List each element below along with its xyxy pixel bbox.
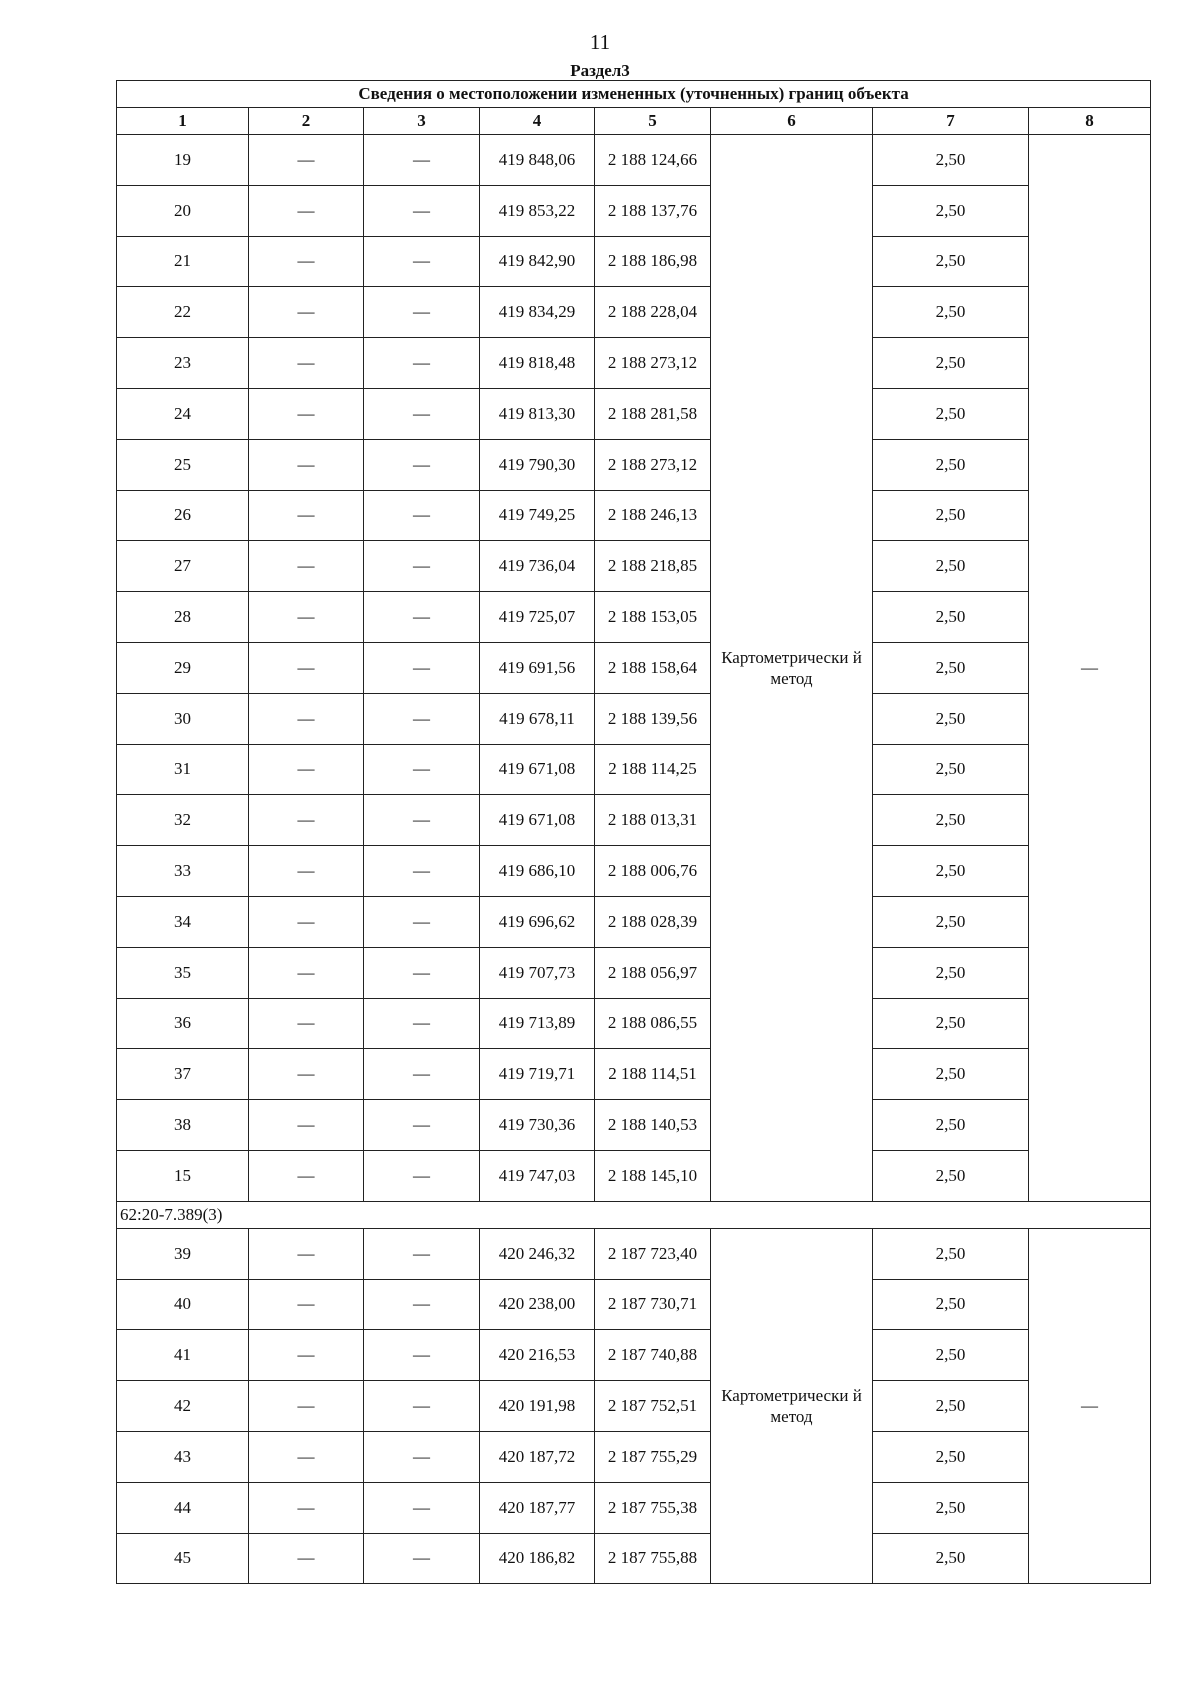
coord-x: 419 725,07 [480, 592, 595, 643]
col8-cell: — [1029, 135, 1151, 1202]
accuracy-value: 2,50 [873, 744, 1029, 795]
accuracy-value: 2,50 [873, 541, 1029, 592]
point-number: 44 [117, 1482, 249, 1533]
coord-y: 2 188 273,12 [595, 338, 711, 389]
dash-cell: — [364, 998, 480, 1049]
dash-cell: — [364, 490, 480, 541]
accuracy-value: 2,50 [873, 642, 1029, 693]
point-number: 38 [117, 1100, 249, 1151]
accuracy-value: 2,50 [873, 287, 1029, 338]
coord-y: 2 188 013,31 [595, 795, 711, 846]
dash-cell: — [249, 592, 364, 643]
point-number: 36 [117, 998, 249, 1049]
dash-cell: — [249, 896, 364, 947]
table-row [117, 1482, 1151, 1533]
coord-y: 2 188 218,85 [595, 541, 711, 592]
coord-x: 420 186,82 [480, 1533, 595, 1584]
point-number: 39 [117, 1228, 249, 1279]
coord-y: 2 188 124,66 [595, 135, 711, 186]
table-row [117, 1228, 1151, 1279]
coord-x: 419 736,04 [480, 541, 595, 592]
dash-cell: — [249, 135, 364, 186]
accuracy-value: 2,50 [873, 1431, 1029, 1482]
column-header: 4 [480, 108, 595, 135]
coord-x: 419 853,22 [480, 185, 595, 236]
point-number: 26 [117, 490, 249, 541]
coordinates-table [116, 80, 1151, 1584]
parcel-label: 62:20-7.389(3) [117, 1201, 1151, 1228]
coord-y: 2 188 137,76 [595, 185, 711, 236]
point-number: 15 [117, 1150, 249, 1201]
point-number: 22 [117, 287, 249, 338]
table-row [117, 388, 1151, 439]
point-number: 34 [117, 896, 249, 947]
coord-y: 2 187 730,71 [595, 1279, 711, 1330]
dash-cell: — [364, 592, 480, 643]
table-row [117, 1150, 1151, 1201]
point-number: 27 [117, 541, 249, 592]
accuracy-value: 2,50 [873, 490, 1029, 541]
accuracy-value: 2,50 [873, 1482, 1029, 1533]
coord-y: 2 188 153,05 [595, 592, 711, 643]
column-header: 3 [364, 108, 480, 135]
dash-cell: — [249, 795, 364, 846]
accuracy-value: 2,50 [873, 795, 1029, 846]
accuracy-value: 2,50 [873, 1533, 1029, 1584]
coord-y: 2 187 755,38 [595, 1482, 711, 1533]
coord-x: 419 696,62 [480, 896, 595, 947]
coord-x: 420 216,53 [480, 1330, 595, 1381]
dash-cell: — [249, 947, 364, 998]
dash-cell: — [249, 744, 364, 795]
point-number: 31 [117, 744, 249, 795]
dash-cell: — [364, 947, 480, 998]
table-row [117, 795, 1151, 846]
table-row [117, 744, 1151, 795]
dash-cell: — [249, 1279, 364, 1330]
dash-cell: — [249, 236, 364, 287]
table-row [117, 1381, 1151, 1432]
point-number: 42 [117, 1381, 249, 1432]
column-header: 6 [711, 108, 873, 135]
table-row [117, 185, 1151, 236]
coord-x: 419 686,10 [480, 846, 595, 897]
dash-cell: — [249, 693, 364, 744]
dash-cell: — [364, 1049, 480, 1100]
dash-cell: — [249, 439, 364, 490]
coord-x: 419 813,30 [480, 388, 595, 439]
col8-cell: — [1029, 1228, 1151, 1584]
dash-cell: — [364, 236, 480, 287]
dash-cell: — [249, 388, 364, 439]
coord-y: 2 187 740,88 [595, 1330, 711, 1381]
dash-cell: — [364, 1228, 480, 1279]
page-number: 11 [589, 30, 611, 54]
point-number: 19 [117, 135, 249, 186]
dash-cell: — [364, 1279, 480, 1330]
coord-y: 2 187 755,29 [595, 1431, 711, 1482]
coord-y: 2 188 281,58 [595, 388, 711, 439]
coord-y: 2 187 755,88 [595, 1533, 711, 1584]
table-row [117, 1330, 1151, 1381]
point-number: 23 [117, 338, 249, 389]
coord-x: 419 671,08 [480, 795, 595, 846]
coord-y: 2 188 273,12 [595, 439, 711, 490]
table-row [117, 439, 1151, 490]
dash-cell: — [364, 541, 480, 592]
point-number: 41 [117, 1330, 249, 1381]
coord-x: 419 747,03 [480, 1150, 595, 1201]
point-number: 33 [117, 846, 249, 897]
coord-x: 419 730,36 [480, 1100, 595, 1151]
dash-cell: — [249, 846, 364, 897]
coord-x: 419 818,48 [480, 338, 595, 389]
accuracy-value: 2,50 [873, 1228, 1029, 1279]
dash-cell: — [364, 896, 480, 947]
coord-x: 419 707,73 [480, 947, 595, 998]
coord-x: 419 842,90 [480, 236, 595, 287]
dash-cell: — [364, 1482, 480, 1533]
dash-cell: — [249, 1482, 364, 1533]
coord-y: 2 188 145,10 [595, 1150, 711, 1201]
dash-cell: — [249, 1150, 364, 1201]
dash-cell: — [249, 287, 364, 338]
point-number: 25 [117, 439, 249, 490]
point-number: 35 [117, 947, 249, 998]
dash-cell: — [364, 388, 480, 439]
table-caption: Сведения о местоположении измененных (уточненных) границ объекта [117, 81, 1151, 108]
dash-cell: — [249, 338, 364, 389]
dash-cell: — [364, 1431, 480, 1482]
coord-x: 419 834,29 [480, 287, 595, 338]
dash-cell: — [364, 439, 480, 490]
dash-cell: — [364, 1330, 480, 1381]
coord-y: 2 188 140,53 [595, 1100, 711, 1151]
point-number: 20 [117, 185, 249, 236]
accuracy-value: 2,50 [873, 896, 1029, 947]
accuracy-value: 2,50 [873, 998, 1029, 1049]
dash-cell: — [249, 1228, 364, 1279]
coord-x: 420 246,32 [480, 1228, 595, 1279]
dash-cell: — [364, 287, 480, 338]
table-row [117, 338, 1151, 389]
column-header: 5 [595, 108, 711, 135]
accuracy-value: 2,50 [873, 693, 1029, 744]
coord-x: 420 187,77 [480, 1482, 595, 1533]
point-number: 21 [117, 236, 249, 287]
dash-cell: — [364, 338, 480, 389]
table-row [117, 541, 1151, 592]
point-number: 28 [117, 592, 249, 643]
coord-y: 2 188 028,39 [595, 896, 711, 947]
coord-y: 2 187 723,40 [595, 1228, 711, 1279]
coord-x: 419 848,06 [480, 135, 595, 186]
dash-cell: — [364, 795, 480, 846]
accuracy-value: 2,50 [873, 338, 1029, 389]
column-header: 7 [873, 108, 1029, 135]
table-row [117, 1533, 1151, 1584]
accuracy-value: 2,50 [873, 592, 1029, 643]
coord-y: 2 188 114,25 [595, 744, 711, 795]
coord-y: 2 188 186,98 [595, 236, 711, 287]
coord-x: 419 719,71 [480, 1049, 595, 1100]
table-row [117, 693, 1151, 744]
table-row [117, 287, 1151, 338]
point-number: 43 [117, 1431, 249, 1482]
table-row [117, 947, 1151, 998]
accuracy-value: 2,50 [873, 236, 1029, 287]
accuracy-value: 2,50 [873, 388, 1029, 439]
column-header-row [117, 108, 1151, 135]
method-cell: Картометрически й метод [711, 1228, 873, 1584]
dash-cell: — [364, 1150, 480, 1201]
table-row [117, 1279, 1151, 1330]
accuracy-value: 2,50 [873, 135, 1029, 186]
dash-cell: — [249, 185, 364, 236]
dash-cell: — [249, 1330, 364, 1381]
dash-cell: — [249, 642, 364, 693]
accuracy-value: 2,50 [873, 846, 1029, 897]
point-number: 24 [117, 388, 249, 439]
coord-x: 420 191,98 [480, 1381, 595, 1432]
dash-cell: — [364, 185, 480, 236]
coord-y: 2 188 246,13 [595, 490, 711, 541]
table-row [117, 490, 1151, 541]
column-header: 2 [249, 108, 364, 135]
dash-cell: — [249, 1100, 364, 1151]
coord-x: 419 713,89 [480, 998, 595, 1049]
coord-y: 2 188 086,55 [595, 998, 711, 1049]
accuracy-value: 2,50 [873, 1049, 1029, 1100]
column-header: 8 [1029, 108, 1151, 135]
coord-y: 2 188 139,56 [595, 693, 711, 744]
accuracy-value: 2,50 [873, 1279, 1029, 1330]
coord-y: 2 188 006,76 [595, 846, 711, 897]
table-row [117, 998, 1151, 1049]
coord-y: 2 188 228,04 [595, 287, 711, 338]
coord-y: 2 188 056,97 [595, 947, 711, 998]
table-body [117, 135, 1151, 1584]
dash-cell: — [249, 1533, 364, 1584]
point-number: 30 [117, 693, 249, 744]
accuracy-value: 2,50 [873, 947, 1029, 998]
coord-x: 419 671,08 [480, 744, 595, 795]
coord-y: 2 188 158,64 [595, 642, 711, 693]
dash-cell: — [364, 846, 480, 897]
dash-cell: — [364, 1381, 480, 1432]
point-number: 37 [117, 1049, 249, 1100]
dash-cell: — [249, 490, 364, 541]
table-row [117, 1431, 1151, 1482]
coord-x: 419 678,11 [480, 693, 595, 744]
dash-cell: — [364, 1100, 480, 1151]
point-number: 29 [117, 642, 249, 693]
table-row [117, 642, 1151, 693]
accuracy-value: 2,50 [873, 1100, 1029, 1151]
table-row [117, 592, 1151, 643]
column-header: 1 [117, 108, 249, 135]
accuracy-value: 2,50 [873, 1381, 1029, 1432]
accuracy-value: 2,50 [873, 1330, 1029, 1381]
accuracy-value: 2,50 [873, 185, 1029, 236]
dash-cell: — [249, 998, 364, 1049]
coord-y: 2 187 752,51 [595, 1381, 711, 1432]
coord-x: 419 790,30 [480, 439, 595, 490]
coord-x: 419 749,25 [480, 490, 595, 541]
coord-x: 419 691,56 [480, 642, 595, 693]
accuracy-value: 2,50 [873, 1150, 1029, 1201]
dash-cell: — [249, 1049, 364, 1100]
dash-cell: — [249, 1381, 364, 1432]
point-number: 40 [117, 1279, 249, 1330]
dash-cell: — [364, 1533, 480, 1584]
accuracy-value: 2,50 [873, 439, 1029, 490]
coord-x: 420 187,72 [480, 1431, 595, 1482]
table-row [117, 896, 1151, 947]
point-number: 45 [117, 1533, 249, 1584]
dash-cell: — [249, 541, 364, 592]
dash-cell: — [249, 1431, 364, 1482]
dash-cell: — [364, 744, 480, 795]
dash-cell: — [364, 693, 480, 744]
coord-x: 420 238,00 [480, 1279, 595, 1330]
table-row [117, 1049, 1151, 1100]
table-row [117, 236, 1151, 287]
method-cell: Картометрически й метод [711, 135, 873, 1202]
table-row [117, 1100, 1151, 1151]
dash-cell: — [364, 135, 480, 186]
table-row [117, 135, 1151, 186]
point-number: 32 [117, 795, 249, 846]
dash-cell: — [364, 642, 480, 693]
table-row [117, 846, 1151, 897]
section-title: Раздел3 [570, 61, 630, 80]
parcel-group-row [117, 1201, 1151, 1228]
coord-y: 2 188 114,51 [595, 1049, 711, 1100]
